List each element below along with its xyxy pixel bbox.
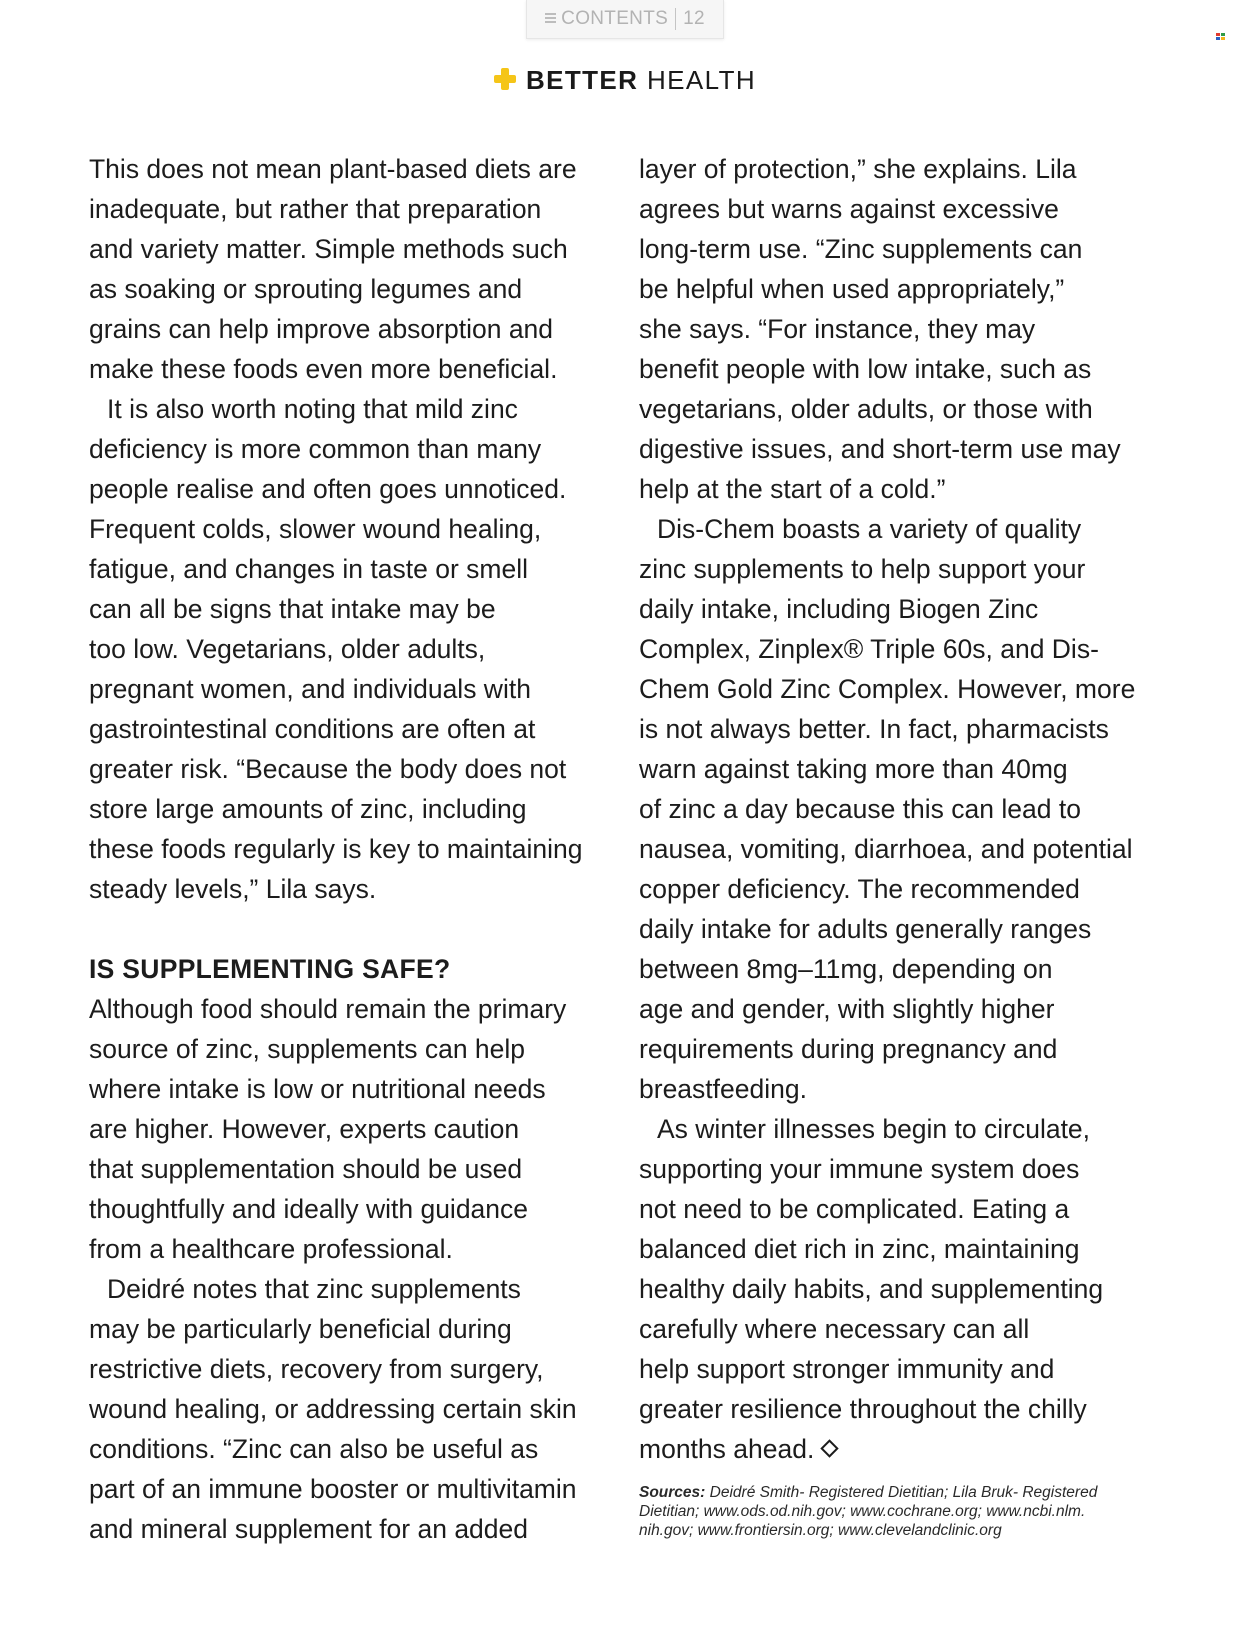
text-line: help at the start of a cold.” bbox=[639, 474, 946, 504]
text-line: carefully where necessary can all bbox=[639, 1314, 1030, 1344]
paragraph bbox=[639, 149, 1169, 509]
text-line: help support stronger immunity and bbox=[639, 1354, 1055, 1384]
text-line: make these foods even more beneficial. bbox=[89, 354, 558, 384]
sources-line: Dietitian; www.ods.od.nih.gov; www.cochrane.org; www.ncbi.nlm. bbox=[639, 1503, 1086, 1520]
page-number: 12 bbox=[683, 8, 705, 29]
text-line-end: months ahead. bbox=[639, 1434, 815, 1464]
text-line: daily intake, including Biogen Zinc bbox=[639, 594, 1039, 624]
paragraph bbox=[639, 1109, 1169, 1469]
text-line: Frequent colds, slower wound healing, bbox=[89, 514, 542, 544]
text-line: balanced diet rich in zinc, maintaining bbox=[639, 1234, 1080, 1264]
text-line: vegetarians, older adults, or those with bbox=[639, 394, 1093, 424]
text-line: thoughtfully and ideally with guidance bbox=[89, 1194, 529, 1224]
text-line: conditions. “Zinc can also be useful as bbox=[89, 1434, 539, 1464]
paragraph bbox=[89, 149, 619, 389]
text-line: It is also worth noting that mild zinc bbox=[107, 394, 518, 424]
text-line: Dis-Chem boasts a variety of quality bbox=[657, 514, 1082, 544]
menu-icon bbox=[545, 11, 556, 25]
text-line: may be particularly beneficial during bbox=[89, 1314, 512, 1344]
text-line: healthy daily habits, and supplementing bbox=[639, 1274, 1104, 1304]
text-line: age and gender, with slightly higher bbox=[639, 994, 1055, 1024]
paragraph bbox=[639, 509, 1169, 1109]
text-line: are higher. However, experts caution bbox=[89, 1114, 520, 1144]
text-line: inadequate, but rather that preparation bbox=[89, 194, 542, 224]
section-header bbox=[0, 62, 1250, 98]
text-line: copper deficiency. The recommended bbox=[639, 874, 1080, 904]
paragraph bbox=[89, 1269, 619, 1549]
text-line: gastrointestinal conditions are often at bbox=[89, 714, 536, 744]
right-column bbox=[639, 149, 1169, 1469]
text-line: supporting your immune system does bbox=[639, 1154, 1080, 1184]
text-line: requirements during pregnancy and bbox=[639, 1034, 1058, 1064]
text-line: agrees but warns against excessive bbox=[639, 194, 1059, 224]
text-line: from a healthcare professional. bbox=[89, 1234, 453, 1264]
text-line: she says. “For instance, they may bbox=[639, 314, 1036, 344]
text-line: benefit people with low intake, such as bbox=[639, 354, 1092, 384]
text-line: as soaking or sprouting legumes and bbox=[89, 274, 523, 304]
text-line: greater resilience throughout the chilly bbox=[639, 1394, 1087, 1424]
text-line: can all be signs that intake may be bbox=[89, 594, 496, 624]
text-line: these foods regularly is key to maintaining bbox=[89, 834, 583, 864]
text-line: people realise and often goes unnoticed. bbox=[89, 474, 567, 504]
text-line: too low. Vegetarians, older adults, bbox=[89, 634, 486, 664]
text-line: source of zinc, supplements can help bbox=[89, 1034, 526, 1064]
text-line: nausea, vomiting, diarrhoea, and potential bbox=[639, 834, 1133, 864]
text-line: restrictive diets, recovery from surgery, bbox=[89, 1354, 544, 1384]
paragraph bbox=[89, 989, 619, 1269]
section-title-light: HEALTH bbox=[646, 65, 757, 95]
text-line: long-term use. “Zinc supplements can bbox=[639, 234, 1083, 264]
text-line: deficiency is more common than many bbox=[89, 434, 542, 464]
plus-cross-icon bbox=[494, 68, 516, 90]
text-line: not need to be complicated. Eating a bbox=[639, 1194, 1070, 1224]
text-line: zinc supplements to help support your bbox=[639, 554, 1086, 584]
text-line: steady levels,” Lila says. bbox=[89, 874, 377, 904]
text-line: Chem Gold Zinc Complex. However, more bbox=[639, 674, 1136, 704]
sources-line: nih.gov; www.frontiersin.org; www.clevelandclinic.org bbox=[639, 1522, 1002, 1539]
text-line: wound healing, or addressing certain skin bbox=[89, 1394, 577, 1424]
contents-tab[interactable] bbox=[526, 0, 724, 39]
text-line: layer of protection,” she explains. Lila bbox=[639, 154, 1077, 184]
text-line: As winter illnesses begin to circulate, bbox=[657, 1114, 1091, 1144]
text-line: digestive issues, and short-term use may bbox=[639, 434, 1121, 464]
subheading: IS SUPPLEMENTING SAFE? bbox=[89, 954, 451, 984]
text-line: Although food should remain the primary bbox=[89, 994, 567, 1024]
text-line: between 8mg–11mg, depending on bbox=[639, 954, 1053, 984]
text-line: warn against taking more than 40mg bbox=[639, 754, 1068, 784]
text-line: daily intake for adults generally ranges bbox=[639, 914, 1092, 944]
text-line: part of an immune booster or multivitamin bbox=[89, 1474, 577, 1504]
text-line: that supplementation should be used bbox=[89, 1154, 523, 1184]
end-of-article-icon bbox=[821, 1439, 839, 1457]
text-line-last bbox=[639, 1429, 1169, 1469]
text-line: This does not mean plant-based diets are bbox=[89, 154, 577, 184]
text-line: Complex, Zinplex® Triple 60s, and Dis- bbox=[639, 634, 1099, 664]
text-line: is not always better. In fact, pharmacists bbox=[639, 714, 1109, 744]
text-line: fatigue, and changes in taste or smell bbox=[89, 554, 528, 584]
section-title-bold: BETTER bbox=[525, 65, 639, 95]
text-line: pregnant women, and individuals with bbox=[89, 674, 531, 704]
text-line: store large amounts of zinc, including bbox=[89, 794, 527, 824]
sources-text: Deidré Smith- Registered Dietitian; Lila Bruk- Registered bbox=[705, 1484, 1098, 1501]
left-column bbox=[89, 149, 619, 1549]
text-line: greater risk. “Because the body does not bbox=[89, 754, 567, 784]
text-line: and mineral supplement for an added bbox=[89, 1514, 529, 1544]
text-line: and variety matter. Simple methods such bbox=[89, 234, 568, 264]
text-line: where intake is low or nutritional needs bbox=[89, 1074, 546, 1104]
text-line: be helpful when used appropriately,” bbox=[639, 274, 1065, 304]
contents-label: CONTENTS bbox=[561, 8, 669, 29]
text-line: of zinc a day because this can lead to bbox=[639, 794, 1081, 824]
corner-logo-icon bbox=[1216, 33, 1225, 40]
text-line: grains can help improve absorption and bbox=[89, 314, 554, 344]
sources-line bbox=[639, 1483, 1159, 1502]
paragraph bbox=[89, 389, 619, 909]
text-line: breastfeeding. bbox=[639, 1074, 807, 1104]
sources-note bbox=[639, 1483, 1159, 1540]
divider bbox=[675, 8, 676, 30]
text-line: Deidré notes that zinc supplements bbox=[107, 1274, 521, 1304]
sources-label: Sources: bbox=[639, 1484, 706, 1501]
